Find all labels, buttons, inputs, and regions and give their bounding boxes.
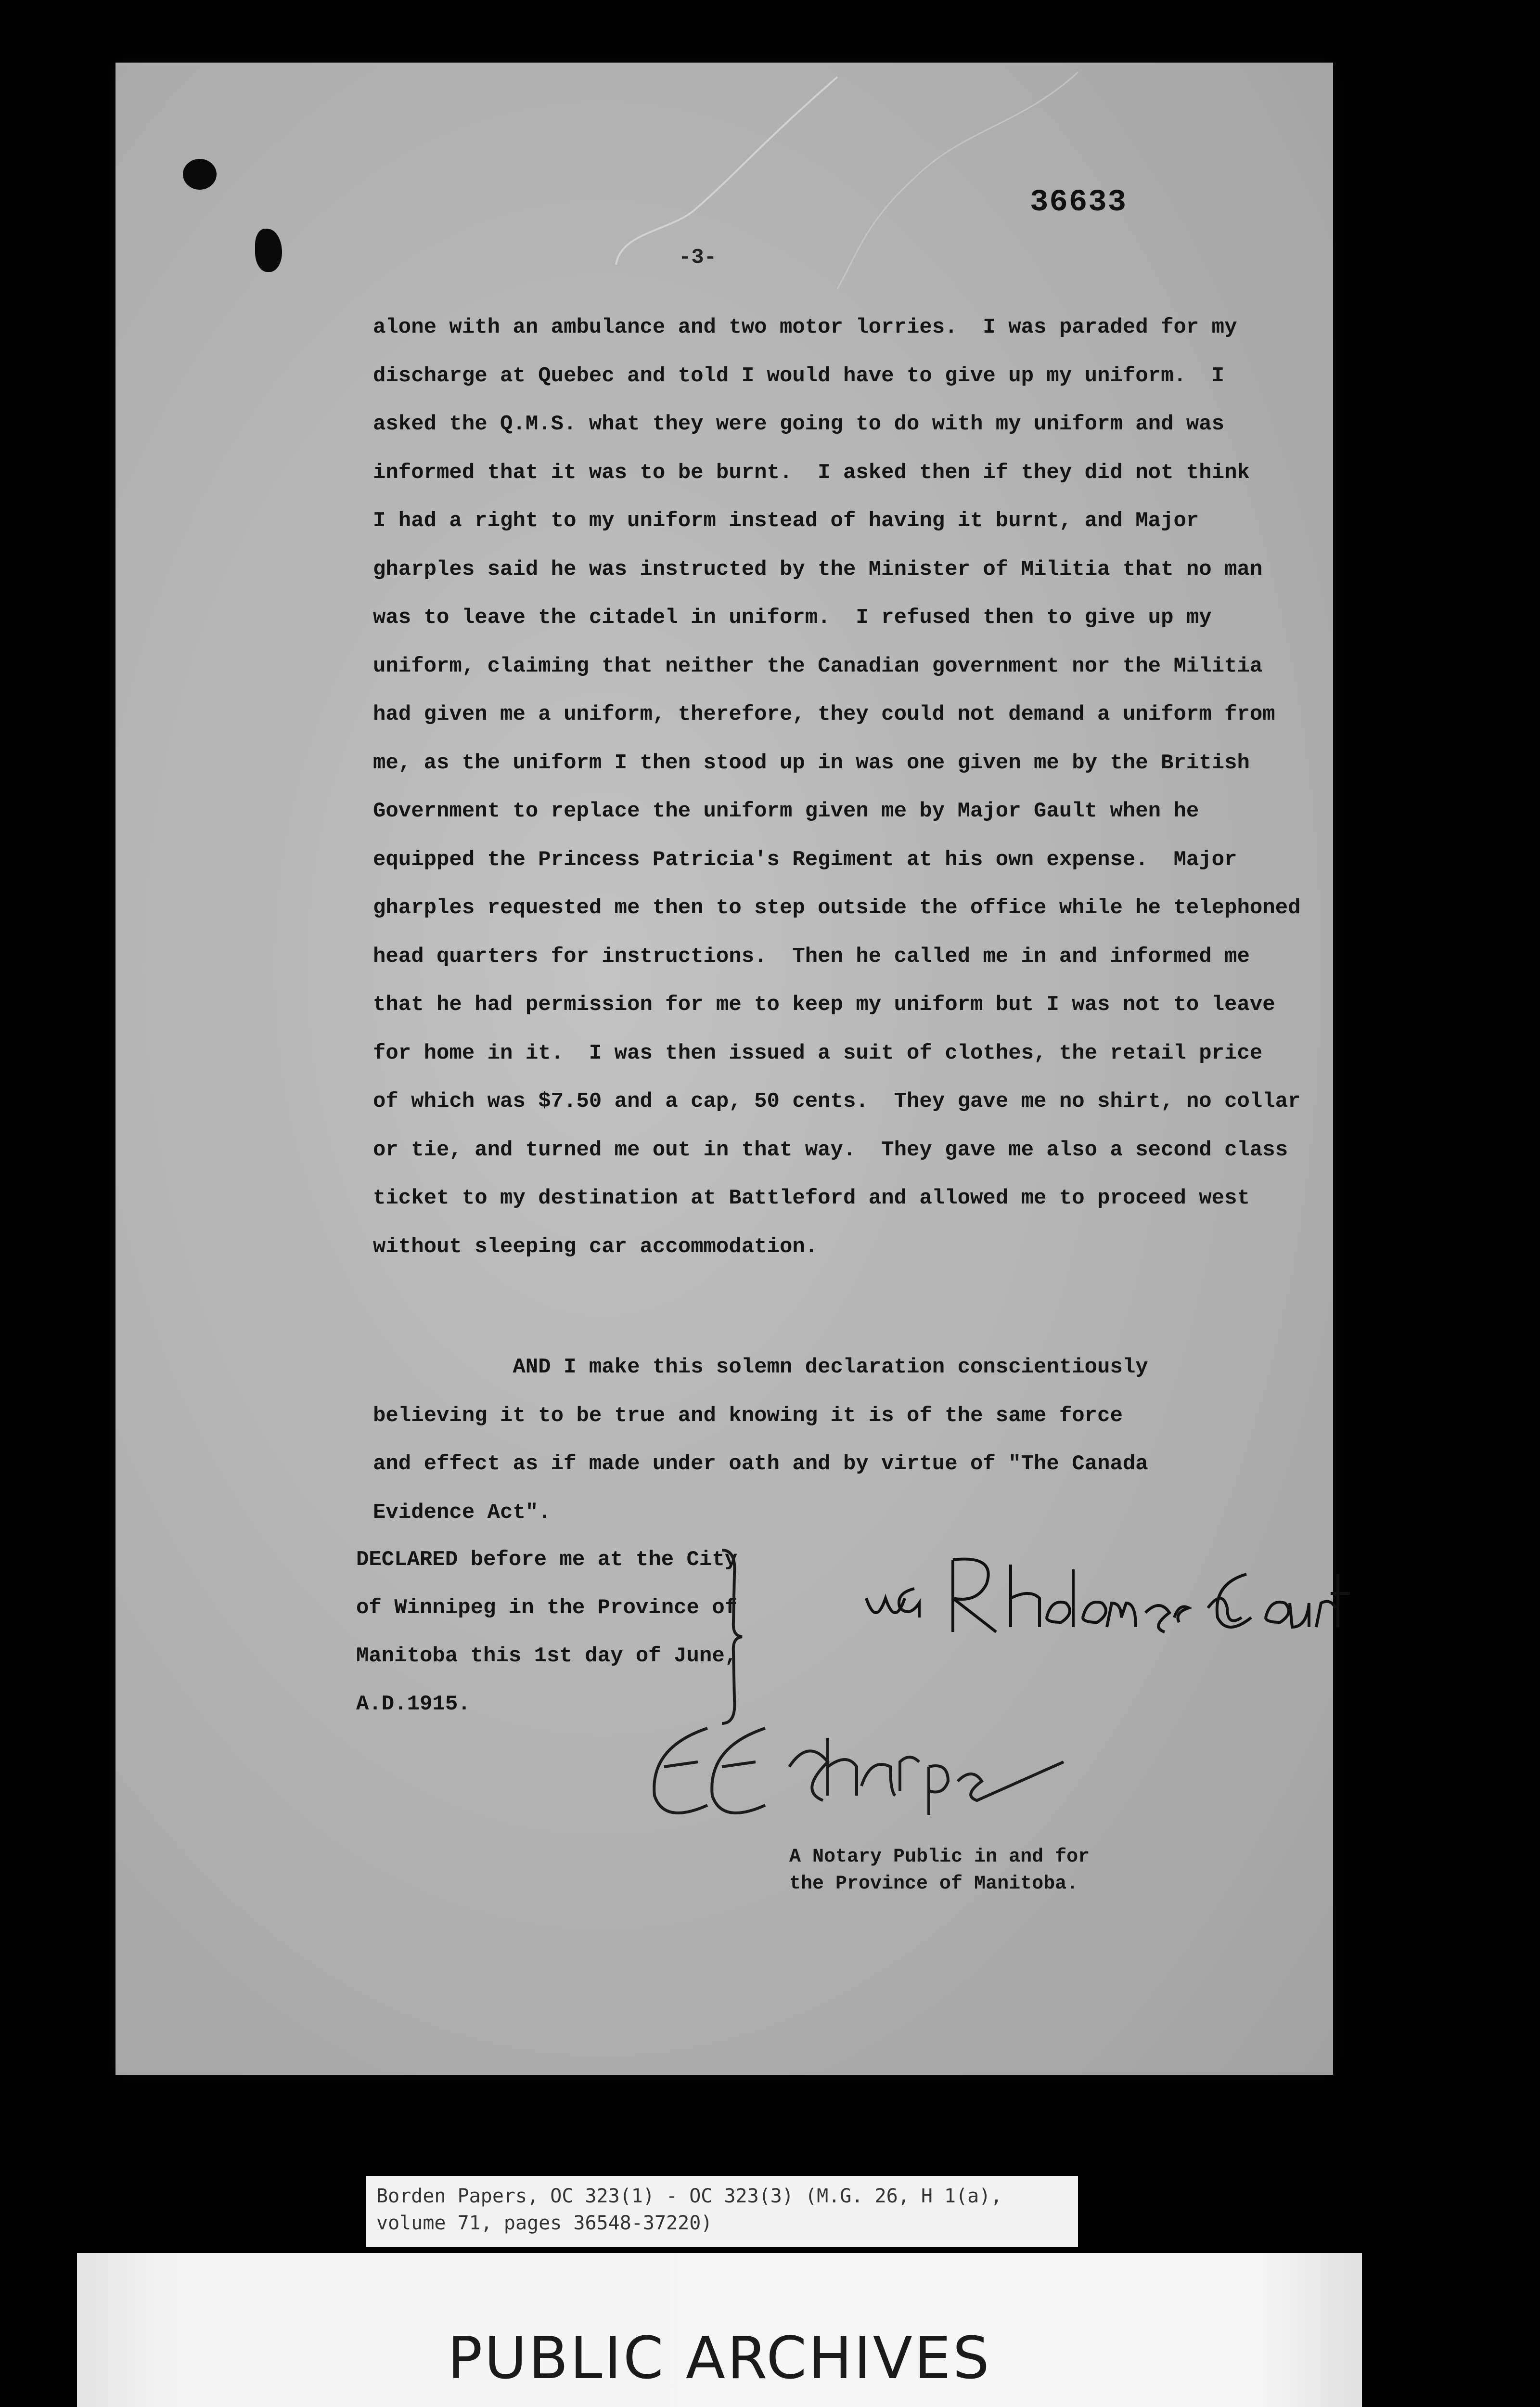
text-line: informed that it was to be burnt. I asked then if they did not think <box>373 460 1250 485</box>
archive-card <box>77 2253 1362 2407</box>
text-line: asked the Q.M.S. what they were going to do with my uniform and was <box>373 412 1225 436</box>
declarant-signature <box>857 1555 1362 1651</box>
body-text <box>373 303 1316 1271</box>
text-line: without sleeping car accommodation. <box>373 1234 818 1259</box>
text-line: A Notary Public in and for <box>789 1846 1090 1868</box>
text-line: believing it to be true and knowing it is of the same force <box>373 1403 1123 1428</box>
text-line: AND I make this solemn declaration conscientiously <box>373 1355 1148 1379</box>
text-line: gharples requested me then to step outside the office while he telephoned <box>373 896 1301 920</box>
text-line: of Winnipeg in the Province of <box>356 1596 738 1620</box>
text-line: of which was $7.50 and a cap, 50 cents. They gave me no shirt, no collar <box>373 1089 1301 1113</box>
text-line: that he had permission for me to keep my uniform but I was not to leave <box>373 993 1275 1017</box>
text-line: Evidence Act". <box>373 1500 551 1525</box>
citation-line: volume 71, pages 36548-37220) <box>376 2212 713 2234</box>
declaration-paragraph <box>373 1343 1148 1537</box>
ink-blot <box>255 229 282 272</box>
text-line: head quarters for instructions. Then he called me in and informed me <box>373 944 1250 969</box>
text-line: discharge at Quebec and told I would have to give up my uniform. I <box>373 363 1225 388</box>
text-line: uniform, claiming that neither the Canadian government nor the Militia <box>373 654 1263 678</box>
citation-line: Borden Papers, OC 323(1) - OC 323(3) (M.G. 26, H 1(a), <box>376 2185 1002 2207</box>
declared-block <box>356 1536 737 1728</box>
text-line: gharples said he was instructed by the Minister of Militia that no man <box>373 557 1263 582</box>
folio-number: -3- <box>679 246 717 270</box>
text-line: A.D.1915. <box>356 1692 471 1716</box>
text-line: me, as the uniform I then stood up in was one given me by the British <box>373 751 1250 775</box>
text-line: Government to replace the uniform given me by Major Gault when he <box>373 799 1199 823</box>
citation-label <box>366 2176 1078 2247</box>
text-line: Manitoba this 1st day of June, <box>356 1644 738 1668</box>
text-line: equipped the Princess Patricia's Regiment at his own expense. Major <box>373 847 1237 872</box>
ink-blot <box>183 159 217 190</box>
text-line: was to leave the citadel in uniform. I refused then to give up my <box>373 606 1212 630</box>
page-number: 36633 <box>1030 185 1128 220</box>
archive-title-en: PUBLIC ARCHIVES <box>448 2325 991 2392</box>
text-line: and effect as if made under oath and by virtue of "The Canada <box>373 1452 1148 1476</box>
text-line: or tie, and turned me out in that way. They gave me also a second class <box>373 1138 1288 1162</box>
text-line: the Province of Manitoba. <box>789 1873 1078 1895</box>
document-page <box>116 63 1333 2075</box>
text-line: ticket to my destination at Battleford and allowed me to proceed west <box>373 1186 1250 1210</box>
text-line: for home in it. I was then issued a suit of clothes, the retail price <box>373 1041 1263 1065</box>
text-line: I had a right to my uniform instead of having it burnt, and Major <box>373 509 1199 533</box>
text-line: had given me a uniform, therefore, they could not demand a uniform from <box>373 702 1275 726</box>
notary-block <box>789 1844 1090 1898</box>
text-line: alone with an ambulance and two motor lorries. I was paraded for my <box>373 315 1237 339</box>
notary-signature <box>645 1709 1078 1844</box>
text-line: DECLARED before me at the City <box>356 1548 738 1572</box>
brace-bracket <box>717 1545 746 1728</box>
